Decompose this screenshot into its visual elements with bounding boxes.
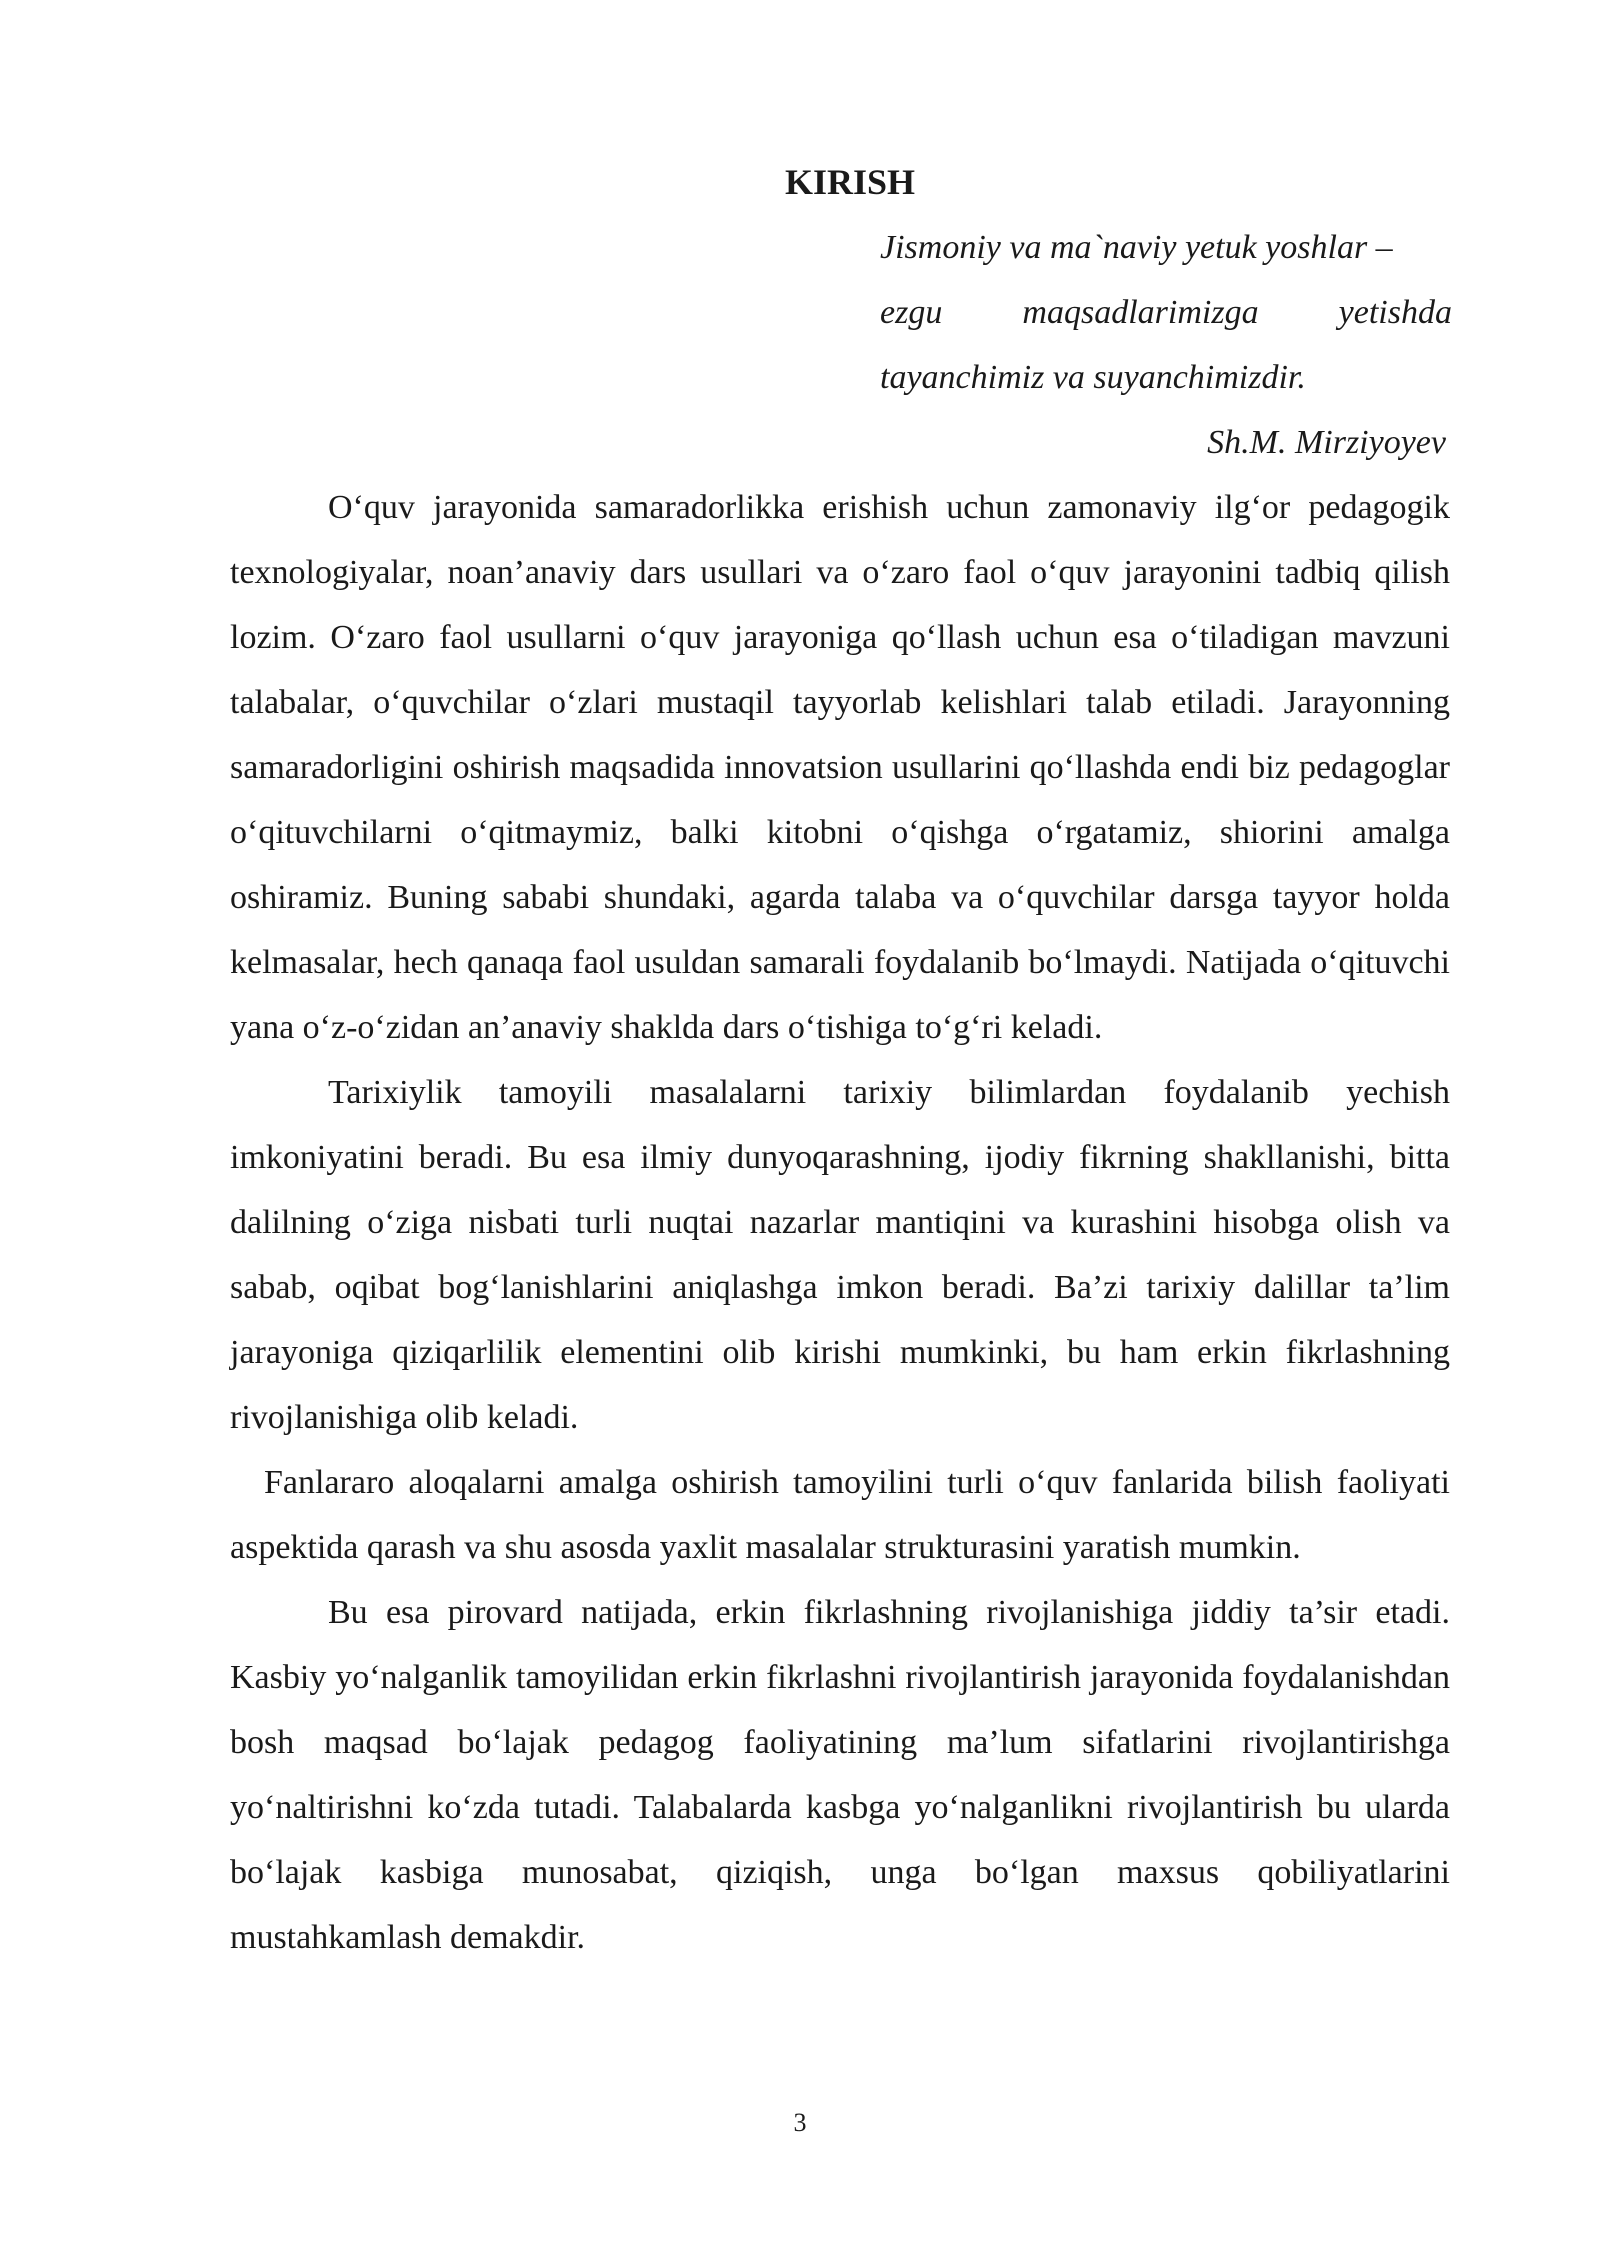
epigraph-line-1: Jismoniy va ma`naviy yetuk yoshlar – [880, 229, 1393, 266]
epigraph-line-2: ezgu maqsadlarimizga yetishda [880, 294, 1452, 331]
body-paragraph-3: Fanlararo aloqalarni amalga oshirish tamoyilini turli o‘quv fanlarida bilish faoliyati aspektida qarash va shu asosda yaxlit masalalar strukturasini yaratish mumkin. [230, 1464, 1450, 1566]
page-title: KIRISH [784, 162, 916, 202]
epigraph-author: Sh.M. Mirziyoyev [1207, 424, 1446, 461]
body-paragraph-2: Tarixiylik tamoyili masalalarni tarixiy bilimlardan foydalanib yechish imkoniyatini beradi. Bu esa ilmiy dunyoqarashning, ijodiy fikrning shakllanishi, bitta dalilning o‘ziga nisbati turli nuqtai nazarlar mantiqini va kurashini hisobga olish va sabab, oqibat bog‘lanishlarini aniqlashga imkon beradi. Ba’zi tarixiy dalillar ta’lim jarayoniga qiziqarlilik elementini olib kirishi mumkinki, bu ham erkin fikrlashning rivojlanishiga olib keladi. [230, 1074, 1450, 1436]
page-number: 3 [793, 2108, 807, 2137]
body-paragraph-1: O‘quv jarayonida samaradorlikka erishish uchun zamonaviy ilg‘or pedagogik texnologiyalar, noan’anaviy dars usullari va o‘zaro faol o‘quv jarayonini tadbiq qilish lozim. O‘zaro faol usullarni o‘quv jarayoniga qo‘llash uchun esa o‘tiladigan mavzuni talabalar, o‘quvchilar o‘zlari mustaqil tayyorlab kelishlari talab etiladi. Jarayonning samaradorligini oshirish maqsadida innovatsion usullarini qo‘llashda endi biz pedagoglar o‘qituvchilarni o‘qitmaymiz, balki kitobni o‘qishga o‘rgatamiz, shiorini amalga oshiramiz. Buning sababi shundaki, agarda talaba va o‘quvchilar darsga tayyor holda kelmasalar, hech qanaqa faol usuldan samarali foydalanib bo‘lmaydi. Natijada o‘qituvchi yana o‘z-o‘zidan an’anaviy shaklda dars o‘tishiga to‘g‘ri keladi. [230, 489, 1450, 1046]
body-paragraph-4: Bu esa pirovard natijada, erkin fikrlashning rivojlanishiga jiddiy ta’sir etadi. Kasbiy yo‘nalganlik tamoyilidan erkin fikrlashni rivojlantirish jarayonida foydalanishdan bosh maqsad bo‘lajak pedagog faoliyatining ma’lum sifatlarini rivojlantirishga yo‘naltirishni ko‘zda tutadi. Talabalarda kasbga yo‘nalganlikni rivojlantirish bu ularda bo‘lajak kasbiga munosabat, qiziqish, unga bo‘lgan maxsus qobiliyatlarini mustahkamlash demakdir. [230, 1594, 1450, 1956]
epigraph-line-3: tayanchimiz va suyanchimizdir. [880, 359, 1306, 396]
document-page [230, 150, 1450, 1970]
epigraph [880, 215, 1452, 410]
